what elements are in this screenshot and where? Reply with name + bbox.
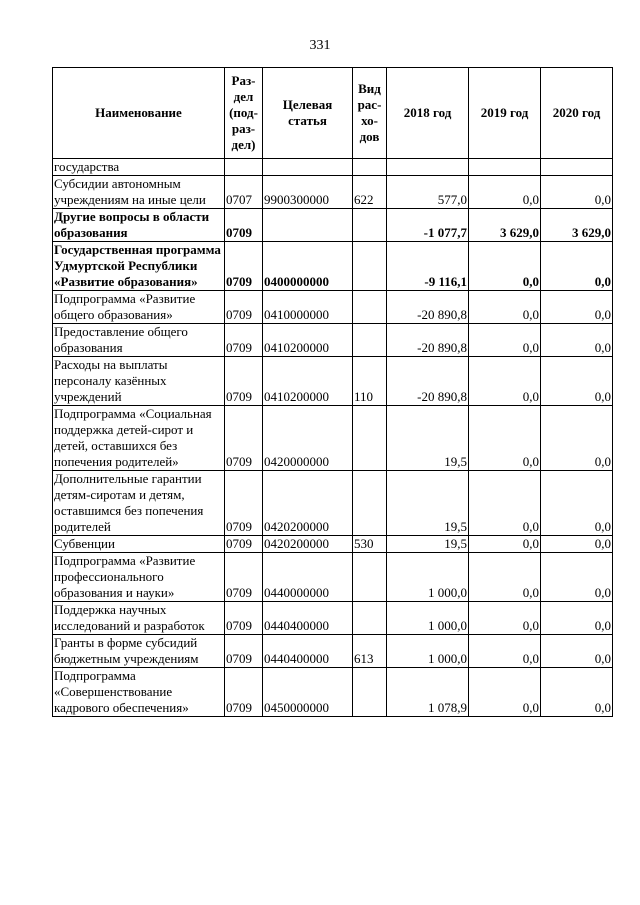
cell-2020 [541, 159, 613, 176]
cell-2018: 19,5 [387, 406, 469, 471]
cell-2020: 0,0 [541, 242, 613, 291]
cell-section: 0709 [225, 635, 263, 668]
cell-2020: 0,0 [541, 536, 613, 553]
budget-table [52, 67, 613, 717]
cell-article: 0440400000 [263, 602, 353, 635]
cell-article: 0420000000 [263, 406, 353, 471]
cell-name: Субсидии автономным учреждениям на иные цели [53, 176, 225, 209]
cell-2019 [469, 159, 541, 176]
cell-article: 0450000000 [263, 668, 353, 717]
cell-2018 [387, 159, 469, 176]
cell-name: Предоставление общего образования [53, 324, 225, 357]
cell-2019: 0,0 [469, 635, 541, 668]
table-row [53, 324, 613, 357]
cell-article: 0420200000 [263, 471, 353, 536]
cell-name: Расходы на выплаты персоналу казённых учреждений [53, 357, 225, 406]
cell-name: Гранты в форме субсидий бюджетным учреждениям [53, 635, 225, 668]
cell-article: 0440400000 [263, 635, 353, 668]
cell-2020: 0,0 [541, 471, 613, 536]
table-row [53, 635, 613, 668]
cell-2020: 0,0 [541, 635, 613, 668]
cell-section: 0709 [225, 471, 263, 536]
cell-2018: 1 078,9 [387, 668, 469, 717]
header-expense: Вид рас-хо-дов [353, 68, 387, 159]
cell-2019: 0,0 [469, 406, 541, 471]
cell-2019: 0,0 [469, 536, 541, 553]
cell-article: 0440000000 [263, 553, 353, 602]
table-row [53, 553, 613, 602]
cell-article: 9900300000 [263, 176, 353, 209]
cell-expense [353, 406, 387, 471]
cell-expense [353, 668, 387, 717]
header-name: Наименование [53, 68, 225, 159]
cell-2020: 0,0 [541, 668, 613, 717]
table-row [53, 242, 613, 291]
table-row [53, 471, 613, 536]
cell-2018: 19,5 [387, 536, 469, 553]
cell-article: 0400000000 [263, 242, 353, 291]
cell-2019: 0,0 [469, 291, 541, 324]
cell-2018: -9 116,1 [387, 242, 469, 291]
cell-2020: 0,0 [541, 357, 613, 406]
table-row [53, 159, 613, 176]
cell-2018: -20 890,8 [387, 357, 469, 406]
cell-2020: 0,0 [541, 406, 613, 471]
header-section: Раз-дел (под-раз-дел) [225, 68, 263, 159]
cell-section: 0709 [225, 291, 263, 324]
cell-name: Дополнительные гарантии детям-сиротам и детям, оставшимся без попечения родителей [53, 471, 225, 536]
table-row [53, 176, 613, 209]
cell-expense: 613 [353, 635, 387, 668]
table-row [53, 209, 613, 242]
cell-2018: 1 000,0 [387, 635, 469, 668]
table-body [53, 159, 613, 717]
cell-section: 0709 [225, 668, 263, 717]
table-row [53, 536, 613, 553]
table-row [53, 291, 613, 324]
cell-expense [353, 324, 387, 357]
cell-section: 0709 [225, 357, 263, 406]
cell-section [225, 159, 263, 176]
cell-expense [353, 602, 387, 635]
cell-2018: 577,0 [387, 176, 469, 209]
header-article: Целевая статья [263, 68, 353, 159]
cell-name: Поддержка научных исследований и разработок [53, 602, 225, 635]
cell-section: 0709 [225, 553, 263, 602]
cell-article: 0410000000 [263, 291, 353, 324]
cell-section: 0707 [225, 176, 263, 209]
cell-article: 0410200000 [263, 324, 353, 357]
table-row [53, 406, 613, 471]
cell-2018: -20 890,8 [387, 291, 469, 324]
table-header-row [53, 68, 613, 159]
cell-expense [353, 209, 387, 242]
header-2019: 2019 год [469, 68, 541, 159]
cell-2019: 3 629,0 [469, 209, 541, 242]
cell-name: Государственная программа Удмуртской Республики «Развитие образования» [53, 242, 225, 291]
cell-name: Подпрограмма «Социальная поддержка детей-сирот и детей, оставшихся без попечения родителей» [53, 406, 225, 471]
cell-expense: 622 [353, 176, 387, 209]
cell-article: 0410200000 [263, 357, 353, 406]
cell-expense [353, 242, 387, 291]
table-row [53, 668, 613, 717]
cell-article [263, 159, 353, 176]
cell-expense [353, 553, 387, 602]
cell-2019: 0,0 [469, 471, 541, 536]
header-2018: 2018 год [387, 68, 469, 159]
cell-2020: 0,0 [541, 176, 613, 209]
cell-expense [353, 471, 387, 536]
cell-name: Подпрограмма «Развитие общего образования» [53, 291, 225, 324]
cell-expense [353, 159, 387, 176]
cell-2019: 0,0 [469, 176, 541, 209]
cell-2020: 3 629,0 [541, 209, 613, 242]
cell-section: 0709 [225, 209, 263, 242]
cell-2019: 0,0 [469, 602, 541, 635]
cell-article: 0420200000 [263, 536, 353, 553]
table-row [53, 602, 613, 635]
page-number: 331 [309, 38, 331, 53]
cell-2018: -1 077,7 [387, 209, 469, 242]
cell-name: Подпрограмма «Совершенствование кадрового обеспечения» [53, 668, 225, 717]
cell-2018: -20 890,8 [387, 324, 469, 357]
cell-2019: 0,0 [469, 668, 541, 717]
cell-2018: 1 000,0 [387, 553, 469, 602]
cell-section: 0709 [225, 406, 263, 471]
cell-2019: 0,0 [469, 357, 541, 406]
cell-2019: 0,0 [469, 242, 541, 291]
cell-name: Подпрограмма «Развитие профессионального образования и науки» [53, 553, 225, 602]
cell-section: 0709 [225, 324, 263, 357]
cell-2020: 0,0 [541, 324, 613, 357]
cell-expense [353, 291, 387, 324]
cell-2019: 0,0 [469, 553, 541, 602]
cell-name: государства [53, 159, 225, 176]
cell-section: 0709 [225, 242, 263, 291]
cell-2020: 0,0 [541, 553, 613, 602]
table-row [53, 357, 613, 406]
cell-name: Субвенции [53, 536, 225, 553]
cell-2018: 1 000,0 [387, 602, 469, 635]
cell-expense: 530 [353, 536, 387, 553]
cell-section: 0709 [225, 536, 263, 553]
cell-expense: 110 [353, 357, 387, 406]
cell-section: 0709 [225, 602, 263, 635]
cell-article [263, 209, 353, 242]
cell-2020: 0,0 [541, 602, 613, 635]
cell-name: Другие вопросы в области образования [53, 209, 225, 242]
cell-2018: 19,5 [387, 471, 469, 536]
header-2020: 2020 год [541, 68, 613, 159]
cell-2020: 0,0 [541, 291, 613, 324]
cell-2019: 0,0 [469, 324, 541, 357]
